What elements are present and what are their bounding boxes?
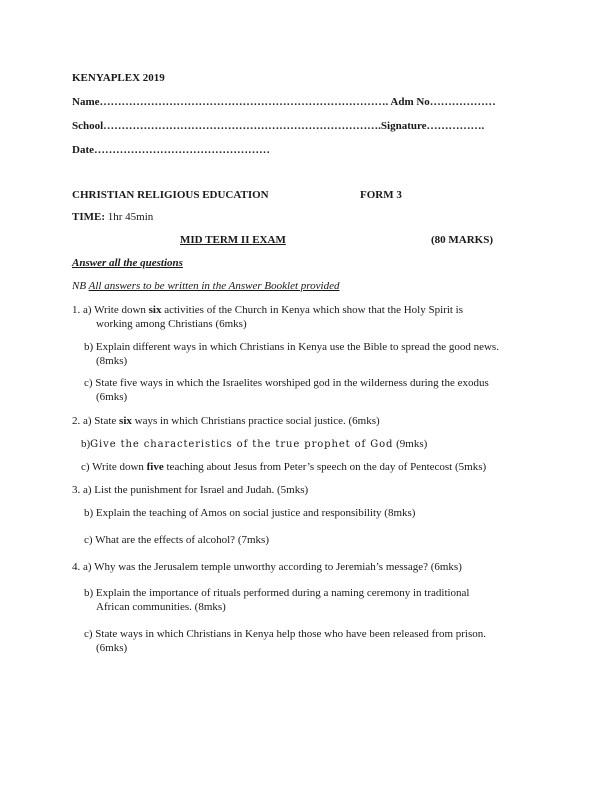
q1a-text-rest: activities of the Church in Kenya which show that the Holy Spirit is [161,304,464,316]
q1c: c) State five ways in which the Israelites worshiped god in the wilderness during the exodus [84,377,489,389]
time-line [72,211,153,224]
q1c-line2: (6mks) [96,391,128,403]
form-label: FORM 3 [360,189,402,201]
school-brand: KENYAPLEX 2019 [72,72,165,84]
q2a-text-rest: ways in which Christians practice social justice. (6mks) [131,415,380,427]
subject-title: CHRISTIAN RELIGIOUS EDUCATION [72,189,269,201]
q2b-prefix: b) [81,438,91,450]
q4c-line2: (6mks) [96,642,128,654]
q1b-line2: (8mks) [96,355,128,367]
nb-text: All answers to be written in the Answer Booklet provided [88,280,340,292]
q1a-text: 1. a) Write down [72,304,149,316]
q1b: b) Explain different ways in which Christians in Kenya use the Bible to spread the good news. [84,341,499,353]
q2b-marks: (9mks) [393,438,428,450]
q2a-text: 2. a) State [72,415,120,427]
time-label: TIME: [72,211,105,223]
main-instruction: Answer all the questions [72,257,183,269]
q3b: b) Explain the teaching of Amos on social justice and responsibility (8mks) [84,507,416,519]
q1a-emphasis: six [148,304,162,316]
q2c [81,461,486,474]
date-field: Date………………………………………… [72,144,270,156]
nb-prefix: NB [72,280,89,292]
q2b [81,438,427,451]
q2c-emphasis: five [146,461,164,473]
school-signature-field: School………………………………………………………………….Signature……………. [72,120,485,132]
q2c-text-rest: teaching about Jesus from Peter’s speech on the day of Pentecost (5mks) [163,461,487,473]
time-value: 1hr 45min [105,211,154,223]
nb-instruction [72,280,339,293]
q2a-emphasis: six [119,415,132,427]
q3c: c) What are the effects of alcohol? (7mks) [84,534,269,546]
q3a: 3. a) List the punishment for Israel and Judah. (5mks) [72,484,309,496]
q4b: b) Explain the importance of rituals performed during a naming ceremony in traditional [84,587,470,599]
total-marks: (80 MARKS) [431,234,494,246]
q4c: c) State ways in which Christians in Kenya help those who have been released from prison. [84,628,487,640]
q2c-text: c) Write down [81,461,147,473]
q2a [72,415,380,428]
q4b-line2: African communities. (8mks) [96,601,226,613]
q2b-text: Give the characteristics of the true prophet of God [90,439,394,450]
exam-title: MID TERM II EXAM [180,234,286,246]
name-adm-field: Name……………………………………………………………………. Adm No……………… [72,96,496,108]
q1a [72,304,463,317]
q1a-line2: working among Christians (6mks) [96,318,247,330]
q4a: 4. a) Why was the Jerusalem temple unworthy according to Jeremiah’s message? (6mks) [72,561,462,573]
